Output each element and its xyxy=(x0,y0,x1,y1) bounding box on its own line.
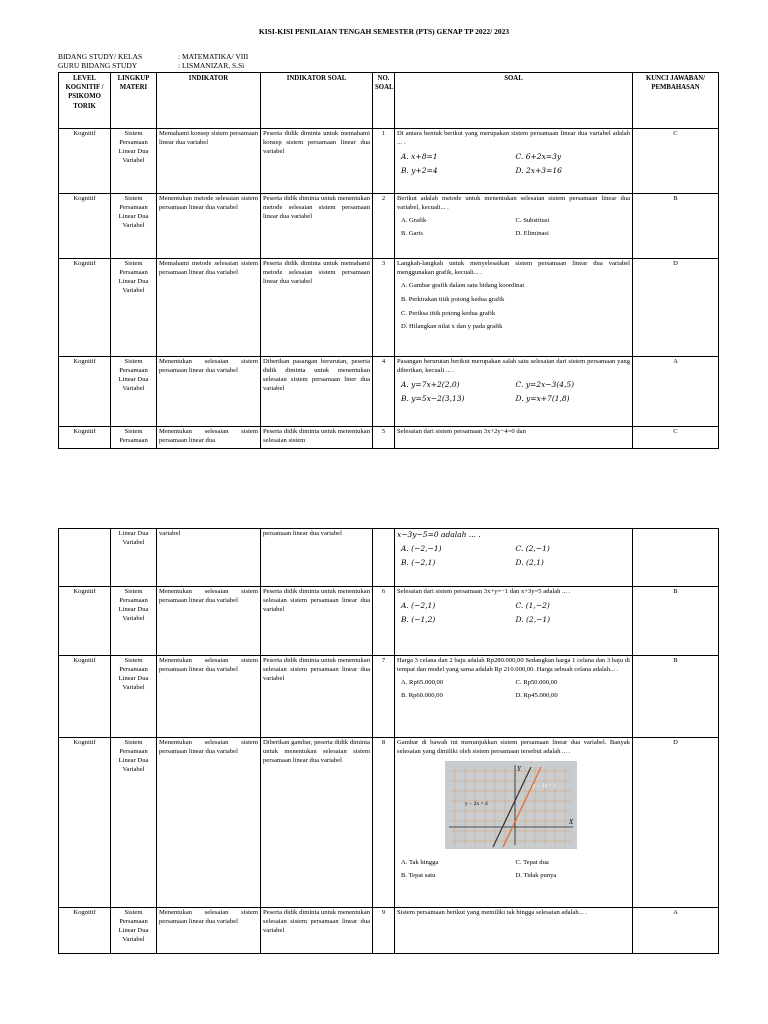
option-a: A. Tak hingga xyxy=(401,858,439,866)
table-row xyxy=(59,427,719,449)
option-d: D. y=x+7(1,8) xyxy=(515,393,570,403)
cell-indikator-soal: Peserta didik diminta untuk memahami konsep sistem persamaan linear dua variabel xyxy=(261,129,373,194)
option-d: D. Tidak punya xyxy=(515,871,557,879)
cell-lingkup: Sistem Persamaan Linear Dua Variabel xyxy=(111,908,157,954)
cell-level: Kognitif xyxy=(59,194,111,259)
kisi-kisi-table-page1 xyxy=(58,72,719,449)
option-c: C. Periksa titik potong kedua grafik xyxy=(401,309,496,317)
cell-no: 4 xyxy=(373,357,395,427)
cell-level: Kognitif xyxy=(59,427,111,449)
cell-no: 8 xyxy=(373,738,395,908)
option-a: A. y=7x+2(2,0) xyxy=(401,379,460,389)
question-text: Pasangan berurutan berikut merupakan salah satu selesaian dari sistem persamaan yang diberikan, kecuali ... . xyxy=(397,358,630,374)
cell-lingkup: Sistem Persamaan Linear Dua Variabel xyxy=(111,738,157,908)
option-c: C. y=2x−3(4,5) xyxy=(515,379,575,389)
cell-no: 9 xyxy=(373,908,395,954)
table-row xyxy=(59,129,719,194)
cell-indikator: Menentukan selesaian sistem persamaan linear dua xyxy=(157,427,261,449)
question-text: Gambar di bawah ini menunjukkan sistem persamaan linear dua variabel. Banyak selesaian yang dimiliki oleh sistem persamaan tersebut adalah ... . xyxy=(397,739,630,755)
question-text: Di antara bentuk berikut yang merupakan sistem persamaan linear dua variabel adalah ... . xyxy=(397,130,630,146)
table-row xyxy=(59,529,719,587)
option-a: A. Rp65.000,00 xyxy=(401,678,444,686)
kisi-kisi-table-page2 xyxy=(58,528,719,954)
table-row xyxy=(59,738,719,908)
question-text: Langkah-langkah untuk menyelesaikan sistem persamaan linear dua variabel menggunakan grafik, kecuali... . xyxy=(397,260,630,276)
option-b: B. Rp60.000,00 xyxy=(401,691,443,699)
cell-level: Kognitif xyxy=(59,259,111,357)
question-text: Berikut adalah metode untuk menentukan selesaian sistem persamaan linear dua variabel, kecuali... . xyxy=(397,195,630,211)
cell-kunci: D xyxy=(633,738,719,908)
cell-level: Kognitif xyxy=(59,908,111,954)
meta-value: : MATEMATIKA/ VIII xyxy=(178,52,249,61)
answer-options xyxy=(397,544,630,568)
meta-subject xyxy=(58,52,248,61)
option-c: C. (2,−1) xyxy=(515,544,550,554)
cell-indikator-soal: persamaan linear dua variabel xyxy=(261,529,373,587)
cell-soal xyxy=(395,587,633,656)
answer-options xyxy=(397,282,630,333)
cell-soal xyxy=(395,738,633,908)
option-b: B. y=5x−2(3,13) xyxy=(401,393,465,403)
header-no: NO. SOAL xyxy=(373,73,395,129)
cell-level: Kognitif xyxy=(59,357,111,427)
cell-kunci: A xyxy=(633,357,719,427)
meta-key: BIDANG STUDY/ KELAS xyxy=(58,52,143,61)
cell-indikator-soal: Diberikan gambar, peserta didik diminta untuk menentukan selesaian sistem persamaan linear dua variabel xyxy=(261,738,373,908)
cell-no: 1 xyxy=(373,129,395,194)
cell-soal xyxy=(395,529,633,587)
cell-kunci: B xyxy=(633,587,719,656)
x-axis-label: X xyxy=(569,817,574,826)
cell-no xyxy=(373,529,395,587)
cell-soal xyxy=(395,357,633,427)
option-c: C. 6+2x=3y xyxy=(515,151,562,161)
cell-no: 6 xyxy=(373,587,395,656)
cell-level xyxy=(59,529,111,587)
cell-soal xyxy=(395,129,633,194)
header-soal: SOAL xyxy=(395,73,633,129)
header-indikator: INDIKATOR xyxy=(157,73,261,129)
cell-indikator-soal: Peserta didik diminta untuk memahami metode selesaian sistem persamaan linear dua variabel xyxy=(261,259,373,357)
answer-options xyxy=(397,679,630,701)
cell-indikator: Menentukan selesaian sistem persamaan linear dua variabel xyxy=(157,656,261,738)
cell-indikator: variabel xyxy=(157,529,261,587)
option-a: A. (−2,−1) xyxy=(401,544,442,554)
answer-options xyxy=(397,859,630,881)
header-lingkup: LINGKUP MATERI xyxy=(111,73,157,129)
cell-no: 5 xyxy=(373,427,395,449)
cell-indikator: Menentukan selesaian sistem persamaan linear dua variabel xyxy=(157,357,261,427)
option-d: D. 2x+3=16 xyxy=(515,165,562,175)
table-row xyxy=(59,656,719,738)
cell-lingkup: Sistem Persamaan Linear Dua Variabel xyxy=(111,587,157,656)
cell-indikator: Memahami metode selesaian sistem persamaan linear dua variabel xyxy=(157,259,261,357)
line2-label: y − 2x = 2 xyxy=(533,782,556,789)
cell-level: Kognitif xyxy=(59,129,111,194)
header-indikator-soal: INDIKATOR SOAL xyxy=(261,73,373,129)
y-axis-label: Y xyxy=(517,764,521,773)
cell-indikator-soal: Peserta didik diminta untuk menentukan selesaian sistem persamaan linear dua variabel xyxy=(261,587,373,656)
cell-kunci: C xyxy=(633,427,719,449)
cell-soal: Selesaian dari sistem persamaan 3x+2y−4=0 dan xyxy=(395,427,633,449)
cell-soal: Sistem persamaan berikut yang memiliki tak hingga selesaian adalah... . xyxy=(395,908,633,954)
cell-indikator-soal: Peserta didik diminta untuk menentukan selesaian sistem xyxy=(261,427,373,449)
cell-indikator: Menentukan metode selesaian sistem persamaan linear dua variabel xyxy=(157,194,261,259)
cell-kunci: C xyxy=(633,129,719,194)
cell-indikator: Menentukan selesaian sistem persamaan linear dua variabel xyxy=(157,738,261,908)
option-a: A. Grafik xyxy=(401,216,427,224)
header-level: LEVEL KOGNITIF / PSIKOMO TORIK xyxy=(59,73,111,129)
cell-soal xyxy=(395,194,633,259)
cell-level: Kognitif xyxy=(59,587,111,656)
option-b: B. Tepat satu xyxy=(401,871,436,879)
cell-indikator: Menentukan selesaian sistem persamaan linear dua variabel xyxy=(157,908,261,954)
option-d: D. (2,−1) xyxy=(515,615,551,625)
cell-lingkup: Sistem Persamaan xyxy=(111,427,157,449)
cell-indikator-soal: Peserta didik diminta untuk menentukan metode selesaian sistem persamaan linear dua variabel xyxy=(261,194,373,259)
document-title: KISI-KISI PENILAIAN TENGAH SEMESTER (PTS) GENAP TP 2022/ 2023 xyxy=(258,27,510,36)
cell-kunci xyxy=(633,529,719,587)
option-a: A. Gambar grafik dalam satu bidang koordinat xyxy=(401,281,525,289)
cell-level: Kognitif xyxy=(59,738,111,908)
cell-indikator-soal: Peserta didik diminta untuk menentukan selesaian sistem persamaan linear dua variabel xyxy=(261,908,373,954)
option-d: D. Eliminasi xyxy=(515,229,549,237)
linear-graph-image xyxy=(445,761,577,849)
cell-no: 3 xyxy=(373,259,395,357)
answer-options xyxy=(397,601,630,625)
option-c: C. (1,−2) xyxy=(515,600,550,610)
table-row xyxy=(59,357,719,427)
cell-no: 7 xyxy=(373,656,395,738)
option-c: C. Tepat dua xyxy=(515,858,549,866)
table-row xyxy=(59,259,719,357)
meta-key: GURU BIDANG STUDY xyxy=(58,61,138,70)
cell-kunci: A xyxy=(633,908,719,954)
line1-label: y − 2x = 4 xyxy=(465,800,488,807)
option-d: D. Hilangkan nilai x dan y pada grafik xyxy=(401,323,503,331)
option-d: D. (2,1) xyxy=(515,558,544,568)
question-text: x−3y−5=0 adalah ... . xyxy=(397,530,481,539)
cell-soal xyxy=(395,656,633,738)
option-d: D. Rp45.000,00 xyxy=(515,691,558,699)
cell-indikator-soal: Peserta didik diminta untuk menentukan selesaian sistem persamaan linear dua variabel xyxy=(261,656,373,738)
cell-lingkup: Sistem Persamaan Linear Dua Variabel xyxy=(111,259,157,357)
option-b: B. (−2,1) xyxy=(401,558,436,568)
option-b: B. Garis xyxy=(401,229,423,237)
answer-options xyxy=(397,217,630,239)
meta-value: : LISMANIZAR, S.Si xyxy=(178,61,245,70)
question-text: Harga 3 celana dan 2 baju adalah Rp280.000,00 Sedangkan harga 1 celana dan 3 baju di tempat dan model yang sama adalah Rp 210.000,00. Harga sebuah celana adalah... . xyxy=(397,657,630,673)
cell-lingkup: Sistem Persamaan Linear Dua Variabel xyxy=(111,656,157,738)
cell-lingkup: Sistem Persamaan Linear Dua Variabel xyxy=(111,129,157,194)
cell-indikator-soal: Diberikan pasangan berurutan, peserta didik diminta untuk menentukan selesaian sistem persamaan liner dua variabel xyxy=(261,357,373,427)
option-a: A. (−2,1) xyxy=(401,600,436,610)
cell-indikator: Menentukan selesaian sistem persamaan linear dua variabel xyxy=(157,587,261,656)
cell-lingkup: Sistem Persamaan Linear Dua Variabel xyxy=(111,194,157,259)
option-b: B. (−1,2) xyxy=(401,615,436,625)
question-text: Selesaian dari sistem persamaan 3x+y=−1 dan x+3y=5 adalah ... . xyxy=(397,588,571,595)
header-kunci: KUNCI JAWABAN/ PEMBAHASAN xyxy=(633,73,719,129)
meta-teacher xyxy=(58,61,244,70)
option-c: C. Rp50.000,00 xyxy=(515,678,558,686)
answer-options xyxy=(397,380,630,404)
cell-no: 2 xyxy=(373,194,395,259)
cell-soal xyxy=(395,259,633,357)
option-b: B. y+2=4 xyxy=(401,165,438,175)
cell-lingkup: Sistem Persamaan Linear Dua Variabel xyxy=(111,357,157,427)
cell-indikator: Memahami konsep sistem persamaan linear dua variabel xyxy=(157,129,261,194)
cell-kunci: D xyxy=(633,259,719,357)
cell-level: Kognitif xyxy=(59,656,111,738)
table-row xyxy=(59,587,719,656)
option-c: C. Substitusi xyxy=(515,216,550,224)
table-row xyxy=(59,194,719,259)
option-a: A. x+8=1 xyxy=(401,151,438,161)
table-row xyxy=(59,908,719,954)
cell-kunci: B xyxy=(633,656,719,738)
cell-kunci: B xyxy=(633,194,719,259)
cell-lingkup: Linear Dua Variabel xyxy=(111,529,157,587)
table-header-row xyxy=(59,73,719,129)
option-b: B. Perkirakan titik potong kedua grafik xyxy=(401,295,505,303)
answer-options xyxy=(397,152,630,176)
